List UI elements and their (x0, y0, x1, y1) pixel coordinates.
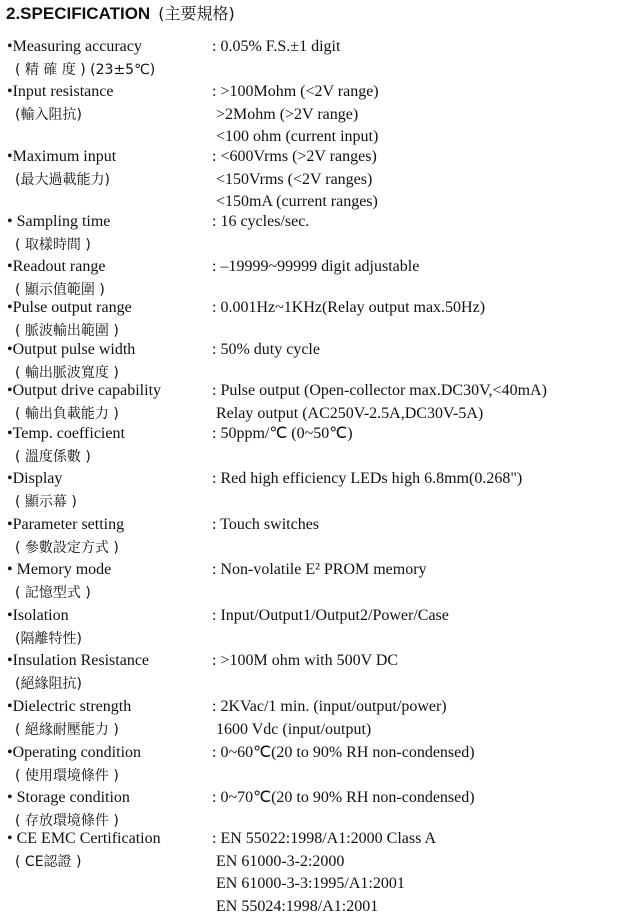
spec-label (7, 81, 207, 126)
spec-value (212, 559, 427, 582)
spec-label-chinese: ( 溫度係數 ) (7, 446, 207, 469)
spec-value-line: : Input/Output1/Output2/Power/Case (212, 605, 449, 628)
spec-value (212, 81, 379, 149)
spec-value-line: : >100Mohm (<2V range) (212, 81, 379, 104)
spec-label (7, 146, 207, 191)
spec-label-chinese: ( 精 確 度 ) (23±5℃) (7, 59, 207, 82)
spec-label-chinese: ( 記憶型式 ) (7, 582, 207, 605)
spec-label-english: •Maximum input (7, 146, 207, 169)
spec-label-chinese: ( 顯示幕 ) (7, 491, 207, 514)
spec-value-line: <100 ohm (current input) (212, 126, 379, 149)
spec-label-chinese: ( 使用環境條件 ) (7, 765, 207, 788)
spec-label-english: •Operating condition (7, 742, 207, 765)
spec-label (7, 380, 207, 425)
spec-label-english: • Memory mode (7, 559, 207, 582)
spec-value-line: : 50% duty cycle (212, 339, 320, 362)
spec-label-english: •Isolation (7, 605, 207, 628)
spec-value-line: : Pulse output (Open-collector max.DC30V,<40mA) (212, 380, 547, 403)
spec-label (7, 650, 207, 695)
spec-label-english: •Output pulse width (7, 339, 207, 362)
spec-value-line: : >100M ohm with 500V DC (212, 650, 398, 673)
spec-value (212, 468, 522, 491)
spec-value-line: : <600Vrms (>2V ranges) (212, 146, 378, 169)
spec-label-english: •Temp. coefficient (7, 423, 207, 446)
spec-label-chinese: ( 絕緣耐壓能力 ) (7, 719, 207, 742)
spec-value-line: : 0~60℃(20 to 90% RH non-condensed) (212, 742, 475, 765)
spec-label (7, 423, 207, 468)
spec-value-line: : 0.001Hz~1KHz(Relay output max.50Hz) (212, 297, 485, 320)
spec-value-line: <150Vrms (<2V ranges) (212, 169, 378, 192)
spec-value (212, 339, 320, 362)
spec-value (212, 650, 398, 673)
spec-value-line: Relay output (AC250V-2.5A,DC30V-5A) (212, 403, 547, 426)
spec-value-line: : 0.05% F.S.±1 digit (212, 36, 340, 59)
spec-value-line: <150mA (current ranges) (212, 191, 378, 214)
spec-value-line: : 16 cycles/sec. (212, 211, 309, 234)
spec-value (212, 297, 485, 320)
spec-label-chinese: ( 存放環境條件 ) (7, 810, 207, 833)
spec-label-english: •Readout range (7, 256, 207, 279)
spec-value (212, 380, 547, 425)
spec-label (7, 297, 207, 342)
spec-label-chinese: ( 脈波輸出範圍 ) (7, 320, 207, 343)
spec-label (7, 828, 207, 873)
spec-value (212, 696, 447, 741)
spec-value-line: : 50ppm/℃ (0~50℃) (212, 423, 353, 446)
spec-label (7, 211, 207, 256)
spec-label-english: • Storage condition (7, 787, 207, 810)
spec-label-chinese: (輸入阻抗) (7, 104, 207, 127)
spec-value-line: : Red high efficiency LEDs high 6.8mm(0.268") (212, 468, 522, 491)
spec-label-chinese: ( 取樣時間 ) (7, 234, 207, 257)
spec-label (7, 514, 207, 559)
spec-label-english: •Pulse output range (7, 297, 207, 320)
spec-label-english: •Dielectric strength (7, 696, 207, 719)
spec-value (212, 423, 353, 446)
spec-label (7, 696, 207, 741)
spec-value-line: : Touch switches (212, 514, 319, 537)
spec-label-chinese: ( 輸出負載能力 ) (7, 403, 207, 426)
spec-label-english: •Output drive capability (7, 380, 207, 403)
spec-label-chinese: ( 參數設定方式 ) (7, 537, 207, 560)
spec-value (212, 146, 378, 214)
spec-label-english: •Insulation Resistance (7, 650, 207, 673)
title-text: 2.SPECIFICATION (6, 4, 150, 23)
spec-label (7, 559, 207, 604)
spec-value-line: : Non-volatile E² PROM memory (212, 559, 427, 582)
spec-value-line: EN 55024:1998/A1:2001 (212, 896, 436, 918)
spec-label-english: •Input resistance (7, 81, 207, 104)
spec-value-line: 1600 Vdc (input/output) (212, 719, 447, 742)
spec-label-english: •Display (7, 468, 207, 491)
spec-value (212, 742, 475, 765)
spec-label (7, 256, 207, 301)
spec-value-line: : EN 55022:1998/A1:2000 Class A (212, 828, 436, 851)
spec-value-line: : –19999~99999 digit adjustable (212, 256, 419, 279)
spec-value (212, 256, 419, 279)
spec-label-chinese: ( CE認證 ) (7, 851, 207, 874)
spec-value-line: >2Mohm (>2V range) (212, 104, 379, 127)
spec-label-chinese: ( 輸出脈波寬度 ) (7, 362, 207, 385)
title-chinese: (主要規格) (158, 4, 235, 23)
spec-value-line: : 2KVac/1 min. (input/output/power) (212, 696, 447, 719)
spec-label (7, 339, 207, 384)
spec-label-chinese: (最大過載能力) (7, 169, 207, 192)
spec-value (212, 605, 449, 628)
spec-label-chinese: (隔離特性) (7, 628, 207, 651)
spec-label-english: •Measuring accuracy (7, 36, 207, 59)
spec-label (7, 36, 207, 81)
spec-value-line: : 0~70℃(20 to 90% RH non-condensed) (212, 787, 475, 810)
spec-label-english: •Parameter setting (7, 514, 207, 537)
spec-value (212, 211, 309, 234)
spec-value (212, 787, 475, 810)
spec-label (7, 468, 207, 513)
spec-label (7, 605, 207, 650)
spec-value (212, 36, 340, 59)
spec-label (7, 787, 207, 832)
spec-value (212, 514, 319, 537)
spec-value-line: EN 61000-3-2:2000 (212, 851, 436, 874)
spec-label-chinese: ( 顯示值範圍 ) (7, 279, 207, 302)
spec-label-english: • Sampling time (7, 211, 207, 234)
spec-label-english: • CE EMC Certification (7, 828, 207, 851)
spec-value-line: EN 61000-3-3:1995/A1:2001 (212, 873, 436, 896)
spec-label-chinese: (絕緣阻抗) (7, 673, 207, 696)
spec-label (7, 742, 207, 787)
spec-value (212, 828, 436, 918)
